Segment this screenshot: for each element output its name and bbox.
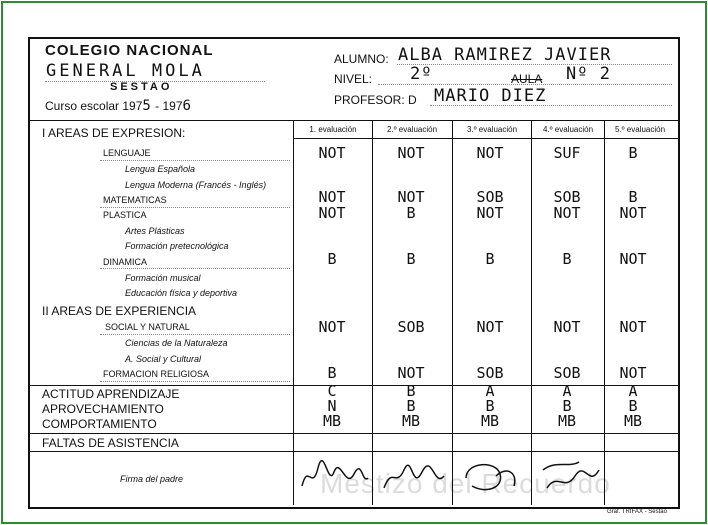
grade-comportamiento-1: MB (322, 412, 342, 430)
grade-lenguaje-4: SUF (553, 144, 581, 162)
row-lengua-moderna: Lengua Moderna (Francés - Inglés) (125, 180, 267, 190)
col-header-4: 4.º evaluación (542, 125, 594, 134)
col-header-3: 3.º evaluación (466, 125, 518, 134)
grade-social-5: NOT (619, 318, 647, 336)
alumno-label: ALUMNO: (334, 52, 389, 66)
grade-dinamica-5: NOT (619, 250, 647, 268)
section-experiencia: II AREAS DE EXPERIENCIA (42, 304, 197, 318)
profesor-value: MARIO DIEZ (434, 86, 547, 106)
grade-plastica-4: NOT (553, 204, 581, 222)
grade-social-2: SOB (397, 318, 425, 336)
grade-comportamiento-4: MB (557, 412, 577, 430)
row-social: SOCIAL Y NATURAL (105, 322, 190, 332)
grade-plastica-1: NOT (318, 204, 346, 222)
curso-sep: - 197 (151, 99, 183, 113)
grade-dinamica-4: B (562, 250, 572, 268)
row-artes: Artes Plásticas (125, 226, 185, 236)
grade-dinamica-3: B (485, 250, 495, 268)
nivel-value: 2º (410, 64, 433, 84)
grade-lenguaje-2: NOT (397, 144, 425, 162)
row-asocial: A. Social y Cultural (125, 354, 202, 364)
profesor-label: PROFESOR: D (334, 93, 417, 107)
alumno-value: ALBA RAMIREZ JAVIER (398, 45, 612, 65)
row-actitud: ACTITUD APRENDIZAJE (42, 387, 180, 401)
printer-footer: Graf. TRIFAX - Sestao (607, 509, 667, 515)
grade-comportamiento-2: MB (401, 412, 421, 430)
curso-label: Curso escolar 197 (45, 99, 143, 113)
row-aprovechamiento: APROVECHAMIENTO (42, 402, 164, 416)
grade-matematicas-1: NOT (318, 188, 346, 206)
grade-aprovechamiento-5: B (628, 397, 638, 415)
grade-actitud-2: B (406, 382, 416, 400)
row-plastica: PLASTICA (103, 210, 147, 220)
grade-aprovechamiento-1: N (327, 397, 337, 415)
grade-religiosa-1: B (327, 364, 337, 382)
aula-label: AULA (511, 72, 543, 86)
row-firma: Firma del padre (120, 474, 184, 484)
col-header-5: 5.º evaluación (614, 125, 666, 134)
row-matematicas: MATEMATICAS (103, 195, 167, 205)
grade-religiosa-2: NOT (397, 364, 425, 382)
grade-actitud-3: A (485, 382, 495, 400)
row-ciencias: Ciencias de la Naturaleza (125, 338, 228, 348)
col-header-1: 1. evaluación (309, 125, 357, 134)
school-name: COLEGIO NACIONAL (45, 42, 214, 59)
row-faltas: FALTAS DE ASISTENCIA (42, 436, 179, 450)
watermark: Mestizo del Recuerdo (320, 468, 611, 499)
school-town: SESTAO (110, 81, 173, 93)
grade-social-1: NOT (318, 318, 346, 336)
grade-social-4: NOT (553, 318, 581, 336)
grade-plastica-5: NOT (619, 204, 647, 222)
row-educacion: Educación física y deportiva (125, 288, 238, 298)
grade-actitud-5: A (628, 382, 638, 400)
section-expresion: I AREAS DE EXPRESION: (42, 126, 186, 140)
aula-value: Nº 2 (566, 64, 611, 84)
grade-comportamiento-5: MB (623, 412, 643, 430)
grade-comportamiento-3: MB (480, 412, 500, 430)
grade-matematicas-5: B (628, 188, 638, 206)
grade-dinamica-2: B (406, 250, 416, 268)
grade-social-3: NOT (476, 318, 504, 336)
grade-matematicas-4: SOB (553, 188, 581, 206)
nivel-label: NIVEL: (334, 72, 373, 86)
grade-religiosa-5: NOT (619, 364, 647, 382)
grade-actitud-1: C (327, 382, 337, 400)
grade-lenguaje-5: B (628, 144, 638, 162)
grade-matematicas-3: SOB (476, 188, 504, 206)
row-dinamica: DINAMICA (103, 257, 148, 267)
curso-year-end: 6 (182, 98, 192, 114)
row-lenguaje: LENGUAJE (103, 148, 151, 158)
row-formacion-pre: Formación pretecnológica (125, 241, 229, 251)
grade-aprovechamiento-4: B (562, 397, 572, 415)
col-header-2: 2.º evaluación (386, 125, 438, 134)
grade-lenguaje-3: NOT (476, 144, 504, 162)
school-subname: GENERAL MOLA (46, 61, 205, 81)
grade-actitud-4: A (562, 382, 572, 400)
curso-year-start: 5 (142, 98, 152, 114)
grade-aprovechamiento-3: B (485, 397, 495, 415)
row-musical: Formación musical (125, 273, 201, 283)
curso-escolar (45, 98, 192, 114)
grade-religiosa-4: SOB (553, 364, 581, 382)
row-religiosa: FORMACION RELIGIOSA (103, 369, 210, 379)
grade-dinamica-1: B (327, 250, 337, 268)
row-comportamiento: COMPORTAMIENTO (42, 417, 157, 431)
grade-matematicas-2: NOT (397, 188, 425, 206)
grade-religiosa-3: SOB (476, 364, 504, 382)
grade-aprovechamiento-2: B (406, 397, 416, 415)
row-lengua-espanola: Lengua Española (125, 164, 196, 174)
grade-lenguaje-1: NOT (318, 144, 346, 162)
grade-plastica-3: NOT (476, 204, 504, 222)
grade-plastica-2: B (406, 204, 416, 222)
